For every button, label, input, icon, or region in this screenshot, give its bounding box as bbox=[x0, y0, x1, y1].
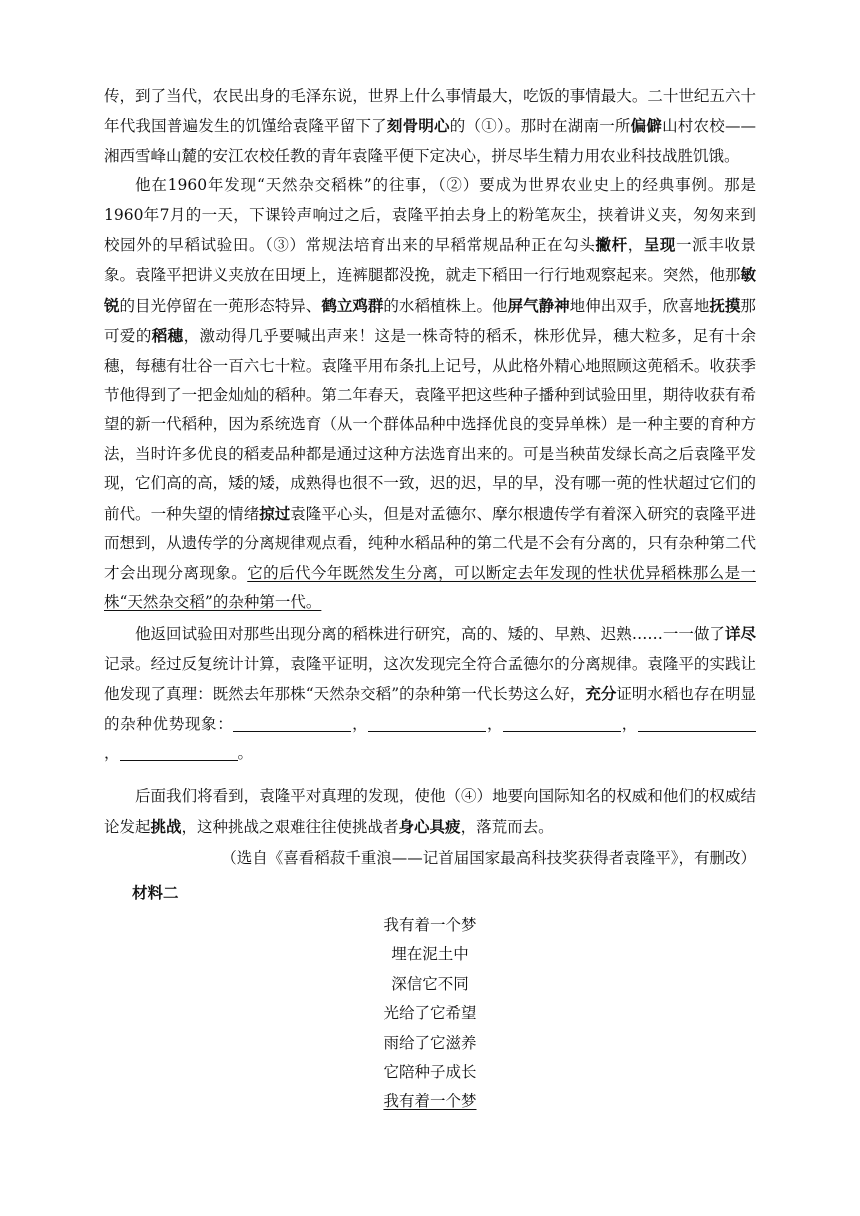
underlined-sentence: 它的后代今年既然发生分离，可以断定去年发现的性状优异稻株那么是一株“天然杂交稻”的杂种第一代。 bbox=[104, 563, 756, 611]
bold-term: 偏僻 bbox=[630, 116, 663, 136]
bold-term: 敏锐 bbox=[104, 265, 756, 315]
bold-term: 呈现 bbox=[643, 235, 677, 255]
poem-line: 光给了它希望 bbox=[383, 1004, 477, 1023]
answer-blank[interactable] bbox=[368, 715, 486, 732]
paragraph-2: 他在1960年发现“天然杂交稻株”的往事，（②）要成为世界农业史上的经典事例。那是1960年7月的一天，下课铃声响过之后，袁隆平拍去身上的粉笔灰尘，挟着讲义夹，匆匆来到校园外的早稻试验田。（③）常规法培育出来的早稻常规品种正在勾头撇杆，呈现一派丰收景象。袁隆平把讲义夹放在田埂上，连裤腿都没挽，就走下稻田一行行地观察起来。突然，他那敏锐的目光停留在一蔸形态特异、鹤立鸡群的水稻植株上。他屏气静神地伸出双手，欣喜地抚摸那可爱的稻穗，激动得几乎要喊出声来！这是一株奇特的稻禾，株形优异，穗大粒多，足有十余穗，每穗有壮谷一百六七十粒。袁隆平用布条扎上记号，从此格外精心地照顾这蔸稻禾。收获季节他得到了一把金灿灿的稻种。第二年春天，袁隆平把这些种子播种到试验田里，期待收获有希望的新一代稻种，因为系统选育（从一个群体品种中选择优良的变异单株）是一种主要的育种方法，当时许多优良的稻麦品种都是通过这种方法选育出来的。可是当秧苗发绿长高之后袁隆平发现，它们高的高，矮的矮，成熟得也很不一致，迟的迟，早的早，没有哪一蔸的性状超过它们的前代。一种失望的情绪掠过袁隆平心头，但是对孟德尔、摩尔根遗传学有着深入研究的袁隆平进而想到，从遗传学的分离规律观点看，纯种水稻品种的第二代是不会有分离的，只有杂种第二代才会出现分离现象。它的后代今年既然发生分离，可以断定去年发现的性状优异稻株那么是一株“天然杂交稻”的杂种第一代。 bbox=[104, 176, 756, 611]
poem-line-underlined: 我有着一个梦 bbox=[383, 1092, 477, 1111]
document-page bbox=[104, 82, 756, 1117]
poem bbox=[104, 911, 756, 1117]
answer-blank[interactable] bbox=[233, 715, 351, 732]
bold-term: 挑战 bbox=[150, 816, 182, 836]
bold-term: 撇杆 bbox=[595, 235, 628, 255]
poem-line: 埋在泥土中 bbox=[391, 945, 469, 964]
bold-term: 稻穗 bbox=[151, 326, 184, 346]
bold-term: 身心具疲 bbox=[398, 816, 461, 836]
bold-term: 抚摸 bbox=[709, 295, 741, 315]
poem-line: 深信它不同 bbox=[391, 974, 469, 993]
bold-term: 鹤立鸡群 bbox=[321, 295, 384, 315]
answer-blank[interactable] bbox=[120, 744, 238, 761]
paragraph-1: 传，到了当代，农民出身的毛泽东说，世界上什么事情最大，吃饭的事情最大。二十世纪五六十年代我国普遍发生的饥馑给袁隆平留下了刻骨明心的（①）。那时在湖南一所偏僻山村农校——湘西雪峰山麓的安江农校任教的青年袁隆平便下定决心，拼尽毕生精力用农业科技战胜饥饿。 bbox=[104, 87, 756, 165]
paragraph-4: 后面我们将看到，袁隆平对真理的发现，使他（④）地要向国际知名的权威和他们的权威结论发起挑战，这种挑战之艰难往往使挑战者身心具疲，落荒而去。 bbox=[104, 787, 756, 836]
poem-line: 我有着一个梦 bbox=[383, 915, 477, 934]
bold-term: 掠过 bbox=[259, 503, 291, 523]
bold-term: 刻骨明心 bbox=[386, 116, 450, 136]
bold-term: 充分 bbox=[585, 684, 617, 704]
answer-blank[interactable] bbox=[638, 715, 756, 732]
bold-term: 详尽 bbox=[724, 624, 756, 644]
poem-line: 雨给了它滋养 bbox=[383, 1033, 477, 1052]
bold-term: 屏气静神 bbox=[507, 295, 570, 315]
poem-line: 它陪种子成长 bbox=[383, 1063, 477, 1081]
paragraph-3: 他返回试验田对那些出现分离的稻株进行研究，高的、矮的、早熟、迟熟……一一做了详尽记录。经过反复统计计算，袁隆平证明，这次发现完全符合孟德尔的分离规律。袁隆平的实践让他发现了真理：既然去年那株“天然杂交稻”的杂种第一代长势这么好，充分证明水稻也存在明显的杂种优势现象： ， ， ，， 。 bbox=[104, 624, 756, 762]
answer-blank[interactable] bbox=[503, 715, 621, 732]
source-citation: （选自《喜看稻菽千重浪——记首届国家最高科技奖获得者袁隆平》，有删改） bbox=[221, 849, 756, 868]
material-2-title: 材料二 bbox=[132, 882, 179, 902]
